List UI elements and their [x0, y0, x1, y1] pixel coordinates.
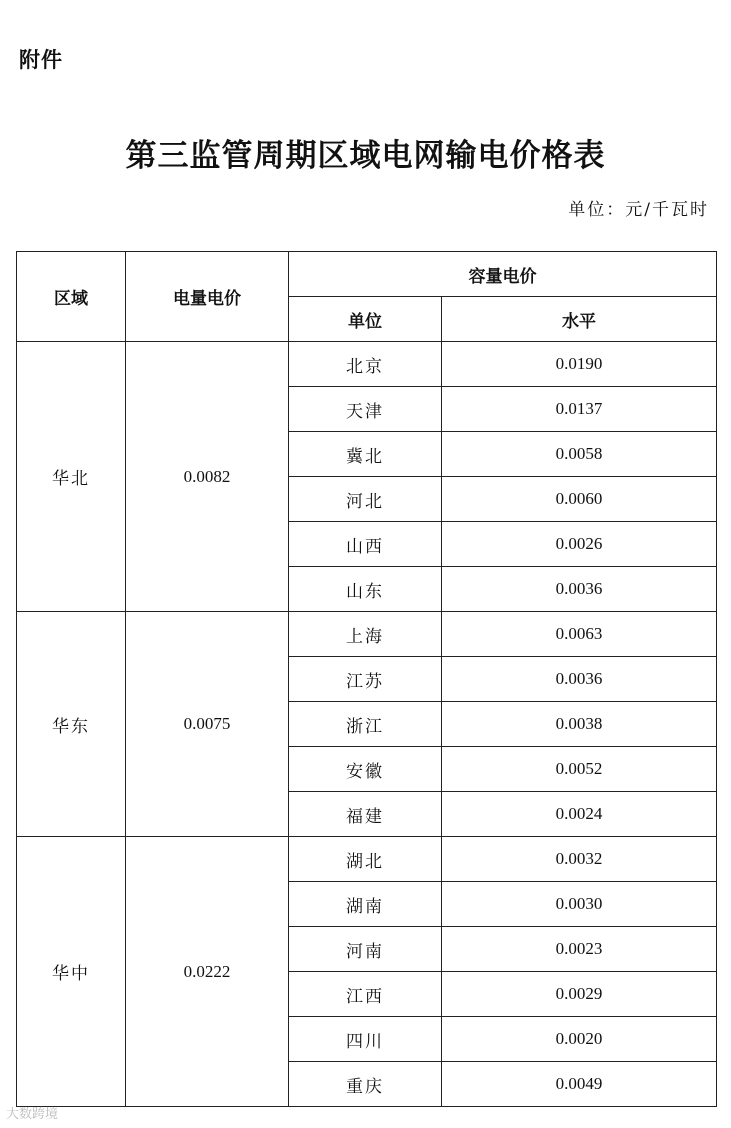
- unit-cell: 山东: [289, 567, 442, 612]
- level-cell: 0.0024: [442, 792, 717, 837]
- level-cell: 0.0038: [442, 702, 717, 747]
- level-cell: 0.0032: [442, 837, 717, 882]
- level-cell: 0.0020: [442, 1017, 717, 1062]
- unit-cell: 湖南: [289, 882, 442, 927]
- unit-cell: 山西: [289, 522, 442, 567]
- region-cell: 华中: [17, 837, 126, 1107]
- unit-cell: 福建: [289, 792, 442, 837]
- level-cell: 0.0029: [442, 972, 717, 1017]
- watermark: 大数跨境: [6, 1107, 59, 1122]
- unit-cell: 北京: [289, 342, 442, 387]
- header-energy-price: 电量电价: [126, 252, 289, 342]
- level-cell: 0.0030: [442, 882, 717, 927]
- level-cell: 0.0190: [442, 342, 717, 387]
- header-unit: 单位: [289, 297, 442, 342]
- level-cell: 0.0052: [442, 747, 717, 792]
- page-title: 第三监管周期区域电网输电价格表: [125, 138, 606, 174]
- energy-price-cell: 0.0075: [126, 612, 289, 837]
- level-cell: 0.0058: [442, 432, 717, 477]
- energy-price-cell: 0.0082: [126, 342, 289, 612]
- table-body: [17, 342, 717, 1107]
- table-row: [17, 837, 717, 882]
- header-capacity-price: 容量电价: [289, 252, 717, 297]
- unit-cell: 四川: [289, 1017, 442, 1062]
- unit-cell: 重庆: [289, 1062, 442, 1107]
- region-cell: 华北: [17, 342, 126, 612]
- unit-cell: 河南: [289, 927, 442, 972]
- table-row: [17, 342, 717, 387]
- price-table: [16, 251, 717, 1107]
- header-region: 区域: [17, 252, 126, 342]
- header-level: 水平: [442, 297, 717, 342]
- level-cell: 0.0026: [442, 522, 717, 567]
- level-cell: 0.0023: [442, 927, 717, 972]
- attachment-label: 附件: [19, 48, 63, 72]
- energy-price-cell: 0.0222: [126, 837, 289, 1107]
- table-header: [17, 252, 717, 342]
- table-row: [17, 612, 717, 657]
- unit-cell: 湖北: [289, 837, 442, 882]
- level-cell: 0.0060: [442, 477, 717, 522]
- unit-note: 单位：元/千瓦时: [568, 200, 709, 220]
- region-cell: 华东: [17, 612, 126, 837]
- level-cell: 0.0036: [442, 567, 717, 612]
- unit-cell: 江苏: [289, 657, 442, 702]
- unit-cell: 河北: [289, 477, 442, 522]
- unit-cell: 浙江: [289, 702, 442, 747]
- unit-cell: 冀北: [289, 432, 442, 477]
- level-cell: 0.0137: [442, 387, 717, 432]
- unit-cell: 上海: [289, 612, 442, 657]
- unit-cell: 天津: [289, 387, 442, 432]
- unit-cell: 江西: [289, 972, 442, 1017]
- level-cell: 0.0049: [442, 1062, 717, 1107]
- level-cell: 0.0036: [442, 657, 717, 702]
- level-cell: 0.0063: [442, 612, 717, 657]
- unit-cell: 安徽: [289, 747, 442, 792]
